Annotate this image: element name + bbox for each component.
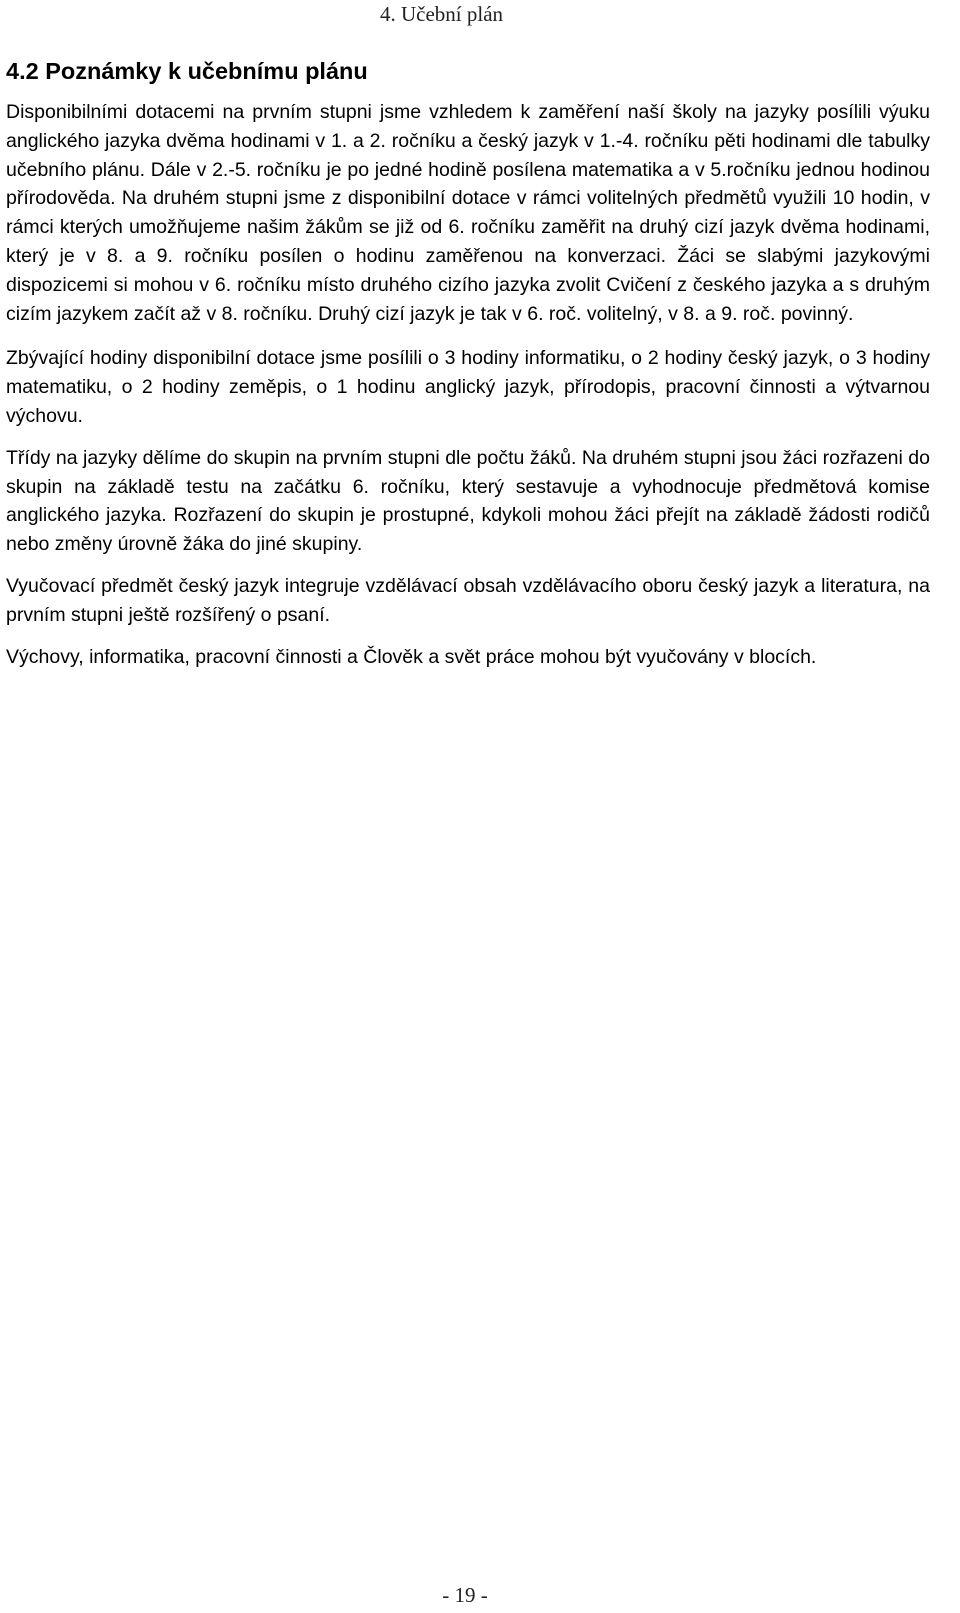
paragraph-disposable-hours: Disponibilními dotacemi na prvním stupni jsme vzhledem k zaměření naší školy na jazyky posílili výuku anglického jazyka dvěma hodinami v 1. a 2. ročníku a český jazyk v 1.-4. ročníku pěti hodinami dle tabulky učebního plánu. Dále v 2.-5. ročníku je po jedné hodině posílena matematika a v 5.ročníku jednou hodinou přírodověda. Na druhém stupni jsme z disponibilní dotace v rámci volitelných předmětů využili 10 hodin, v rámci kterých umožňujeme našim žákům se již od 6. ročníku zaměřit na druhý cizí jazyk dvěma hodinami, který je v 8. a 9. ročníku posílen o hodinu zaměřenou na konverzaci. Žáci se slabými jazykovými dispozicemi si mohou v 6. ročníku místo druhého cizího jazyka zvolit Cvičení z českého jazyka a s druhým cizím jazykem začít až v 8. ročníku. Druhý cizí jazyk je tak v 6. roč. volitelný, v 8. a 9. roč. povinný. (6, 101, 930, 325)
body-text (6, 98, 930, 684)
paragraph-czech-language: Vyučovací předmět český jazyk integruje vzdělávací obsah vzdělávacího oboru český jazyk a literatura, na prvním stupni ještě rozšířený o psaní. (6, 574, 930, 626)
section-title: 4.2 Poznámky k učebnímu plánu (6, 58, 368, 84)
page-number: - 19 - (442, 1583, 488, 1607)
paragraph-language-groups: Třídy na jazyky dělíme do skupin na prvním stupni dle počtu žáků. Na druhém stupni jsou žáci rozřazeni do skupin na základě testu na začátku 6. ročníku, který sestavuje a vyhodnocuje předmětová komise anglického jazyka. Rozřazení do skupin je prostupné, kdykoli mohou žáci přejít na základě žádosti rodičů nebo změny úrovně žáka do jiné skupiny. (6, 446, 930, 556)
paragraph-block-teaching: Výchovy, informatika, pracovní činnosti a Člověk a svět práce mohou být vyučovány v blocích. (6, 645, 817, 668)
running-header: 4. Učební plán (380, 2, 504, 26)
paragraph-remaining-hours: Zbývající hodiny disponibilní dotace jsme posílili o 3 hodiny informatiku, o 2 hodiny český jazyk, o 3 hodiny matematiku, o 2 hodiny zeměpis, o 1 hodinu anglický jazyk, přírodopis, pracovní činnosti a výtvarnou výchovu. (6, 347, 930, 427)
